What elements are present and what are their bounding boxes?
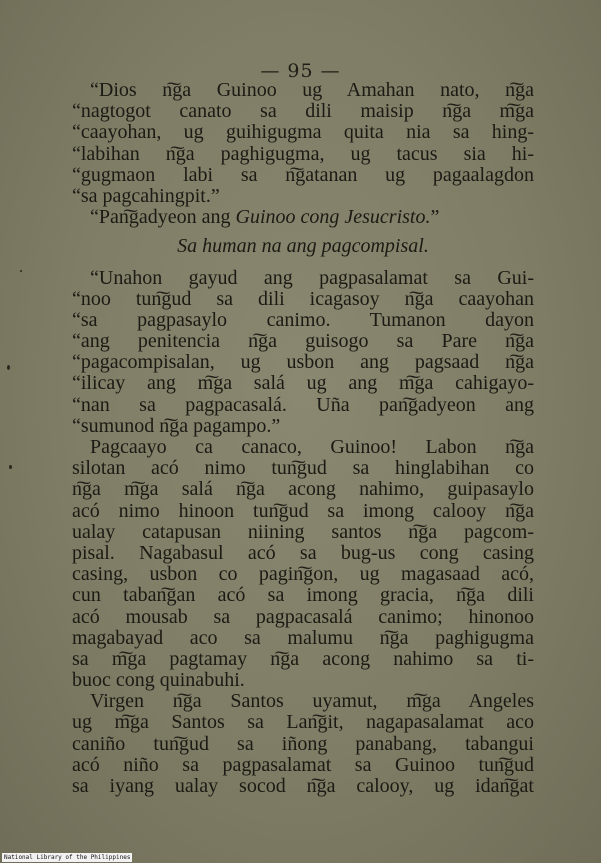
text-line: “nagtogot canato sa dili maisip n͠ga m͠ga (72, 100, 534, 123)
text-line: sa m͠ga pagtamay n͠ga acong nahimo sa ti- (72, 647, 534, 670)
text-line: sa iyang ualay socod n͠ga calooy, ug idan͠gat (72, 775, 534, 797)
text-line: “sa pagpasaylo canimo. Tumanon dayon (72, 308, 534, 331)
text-line: pisal. Nagabasul acó sa bug-us cong casing (72, 541, 534, 564)
text-line: “ang penitencia n͠ga guisogo sa Pare n͠ga (72, 330, 534, 353)
text-line: Pagcaayo ca canaco, Guinoo! Labon n͠ga (90, 436, 534, 458)
text-line: “noo tun͠gud sa dili icagasoy n͠ga caayohan (72, 287, 534, 310)
section-heading: Sa human na ang pagcompisal. (177, 235, 429, 258)
text-line: casing, usbon co pagin͠gon, ug magasaad acó, (72, 563, 534, 586)
page-number: — 95 — (260, 60, 341, 82)
text-line: caniño tun͠gud sa iñong panabang, tabangui (72, 732, 534, 755)
prayer-prefix: “Pan͠gadyeon ang (90, 206, 236, 229)
page-body (72, 80, 534, 797)
text-line: “Unahon gayud ang pagpasalamat sa Gui- (90, 266, 534, 289)
text-line: “sumunod n͠ga pagampo.” (72, 414, 281, 437)
text-line: buoc cong quinabuhi. (72, 669, 245, 692)
prayer-suffix: ” (430, 206, 440, 229)
text-line: ug m͠ga Santos sa Lan͠git, nagapasalamat aco (72, 711, 534, 734)
text-line: Virgen n͠ga Santos uyamut, m͠ga Angeles (90, 690, 534, 713)
text-line: “sa pagcahingpit.” (72, 184, 220, 207)
text-line: “Dios n͠ga Guinoo ug Amahan nato, n͠ga (90, 79, 534, 101)
text-line: magabayad aco sa malumu n͠ga paghigugma (72, 626, 534, 649)
text-line: acó nimo hinoon tun͠gud sa imong calooy n͠ga (72, 499, 534, 522)
text-line: acó mousab sa pagpacasalá canimo; hinonoo (72, 605, 534, 628)
text-line: cun taban͠gan acó sa imong gracia, n͠ga dili (72, 584, 534, 607)
text-line: “nan sa pagpacasalá. Uña pan͠gadyeon ang (72, 393, 534, 416)
text-line: “caayohan, ug guihigugma quita nia sa hing- (72, 121, 534, 144)
text-line: silotan acó nimo tun͠gud sa hinglabihan co (72, 457, 534, 480)
library-watermark: National Library of the Philippines (4, 854, 131, 861)
text-line: “ilicay ang m͠ga salá ug ang m͠ga cahigayo- (72, 372, 534, 395)
text-line: “pagacompisalan, ug usbon ang pagsaad n͠ga (72, 351, 534, 374)
prayer-title: Guinoo cong Jesucristo. (235, 206, 431, 229)
prayer-instruction (72, 207, 534, 228)
text-line: ualay catapusan niining santos n͠ga pagcom- (72, 520, 534, 543)
text-line: “labihan n͠ga paghigugma, ug tacus sia hi- (72, 142, 534, 165)
text-line: acó niño sa pagpasalamat sa Guinoo tun͠gud (72, 753, 534, 776)
text-line: n͠ga m͠ga salá n͠ga acong nahimo, guipasaylo (72, 478, 534, 501)
text-line: “gugmaon labi sa n͠gatanan ug pagaalagdon (72, 163, 534, 186)
